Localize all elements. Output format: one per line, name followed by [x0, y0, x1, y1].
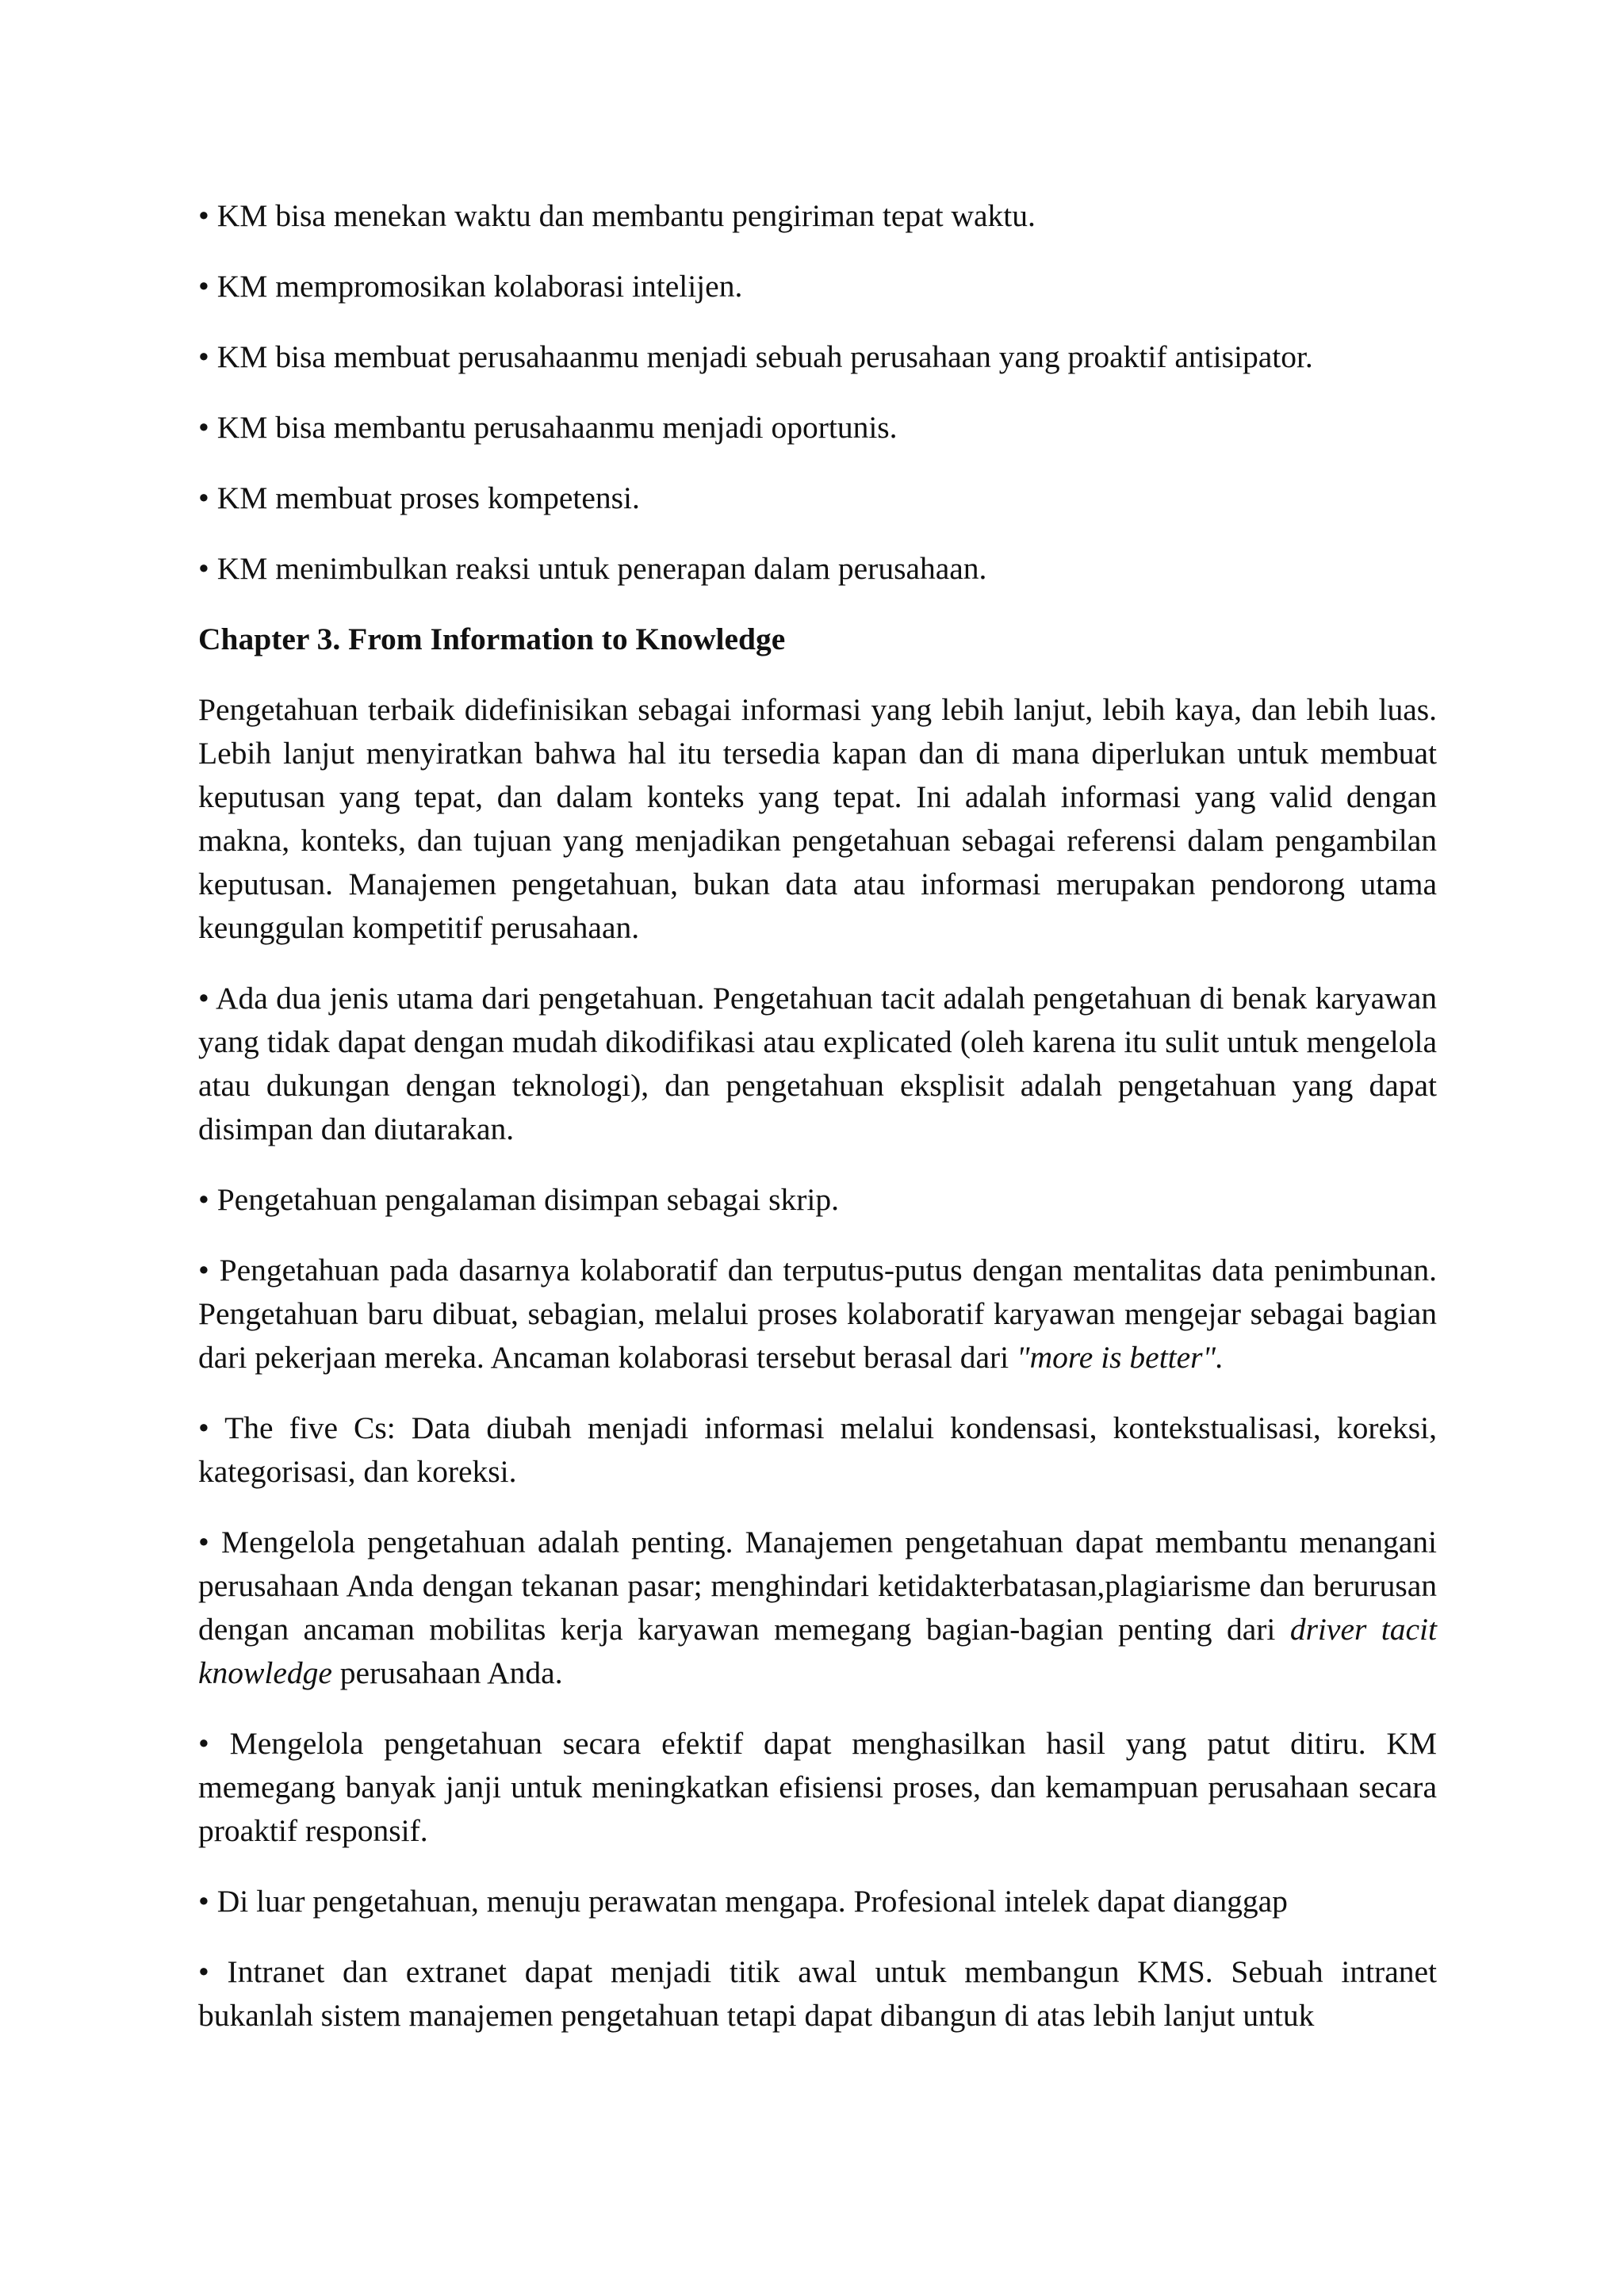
point-intranet: • Intranet dan extranet dapat menjadi titik awal untuk membangun KMS. Sebuah intranet bukanlah sistem manajemen pengetahuan tetapi dapat dibangun di atas lebih lanjut untuk — [198, 1954, 1437, 2033]
bullet-item: • KM mempromosikan kolaborasi intelijen. — [198, 269, 743, 304]
bullet-item: • KM bisa menekan waktu dan membantu pengiriman tepat waktu. — [198, 198, 1036, 233]
point-managing-italic: driver tacit knowledge — [198, 1612, 1437, 1690]
bullet-item: • KM bisa membantu perusahaanmu menjadi oportunis. — [198, 410, 898, 445]
bullet-item: • KM bisa membuat perusahaanmu menjadi sebuah perusahaan yang proaktif antisipator. — [198, 339, 1313, 374]
point-scripts: • Pengetahuan pengalaman disimpan sebagai skrip. — [198, 1182, 839, 1217]
document-page — [198, 194, 1437, 2038]
point-beyond-knowledge: • Di luar pengetahuan, menuju perawatan mengapa. Profesional intelek dapat dianggap — [198, 1884, 1288, 1919]
chapter-heading: Chapter 3. From Information to Knowledge — [198, 622, 786, 656]
point-collaborative-quote: "more is better". — [1017, 1340, 1224, 1375]
bullet-item: • KM menimbulkan reaksi untuk penerapan dalam perusahaan. — [198, 551, 987, 586]
point-tacit-explicit: • Ada dua jenis utama dari pengetahuan. Pengetahuan tacit adalah pengetahuan di benak karyawan yang tidak dapat dengan mudah dikodifikasi atau explicated (oleh karena itu sulit untuk mengelola atau dukungan dengan teknologi), dan pengetahuan eksplisit adalah pengetahuan yang dapat disimpan dan diutarakan. — [198, 981, 1437, 1146]
bullet-item: • KM membuat proses kompetensi. — [198, 480, 640, 515]
point-managing-knowledge — [198, 1521, 1437, 1695]
point-collaborative-text: • Pengetahuan pada dasarnya kolaboratif dan terputus-putus dengan mentalitas data penimbunan. Pengetahuan baru dibuat, sebagian, melalui proses kolaboratif karyawan mengejar sebagai bagian dari pekerjaan mereka. Ancaman kolaborasi tersebut berasal dari — [198, 1253, 1437, 1375]
point-collaborative — [198, 1249, 1437, 1380]
point-effective-km: • Mengelola pengetahuan secara efektif dapat menghasilkan hasil yang patut ditiru. KM memegang banyak janji untuk meningkatkan efisiensi proses, dan kemampuan perusahaan secara proaktif responsif. — [198, 1726, 1437, 1848]
point-managing-end: perusahaan Anda. — [331, 1655, 563, 1690]
point-managing-text: • Mengelola pengetahuan adalah penting. Manajemen pengetahuan dapat membantu menangani perusahaan Anda dengan tekanan pasar; menghindari ketidakterbatasan,plagiarisme dan berurusan dengan ancaman mobilitas kerja karyawan memegang bagian-bagian penting dari — [198, 1525, 1437, 1647]
intro-paragraph: Pengetahuan terbaik didefinisikan sebagai informasi yang lebih lanjut, lebih kaya, dan lebih luas. Lebih lanjut menyiratkan bahwa hal itu tersedia kapan dan di mana diperlukan untuk membuat keputusan yang tepat, dan dalam konteks yang tepat. Ini adalah informasi yang valid dengan makna, konteks, dan tujuan yang menjadikan pengetahuan sebagai referensi dalam pengambilan keputusan. Manajemen pengetahuan, bukan data atau informasi merupakan pendorong utama keunggulan kompetitif perusahaan. — [198, 692, 1437, 945]
point-five-cs: • The five Cs: Data diubah menjadi informasi melalui kondensasi, kontekstualisasi, koreksi, kategorisasi, dan koreksi. — [198, 1410, 1437, 1489]
